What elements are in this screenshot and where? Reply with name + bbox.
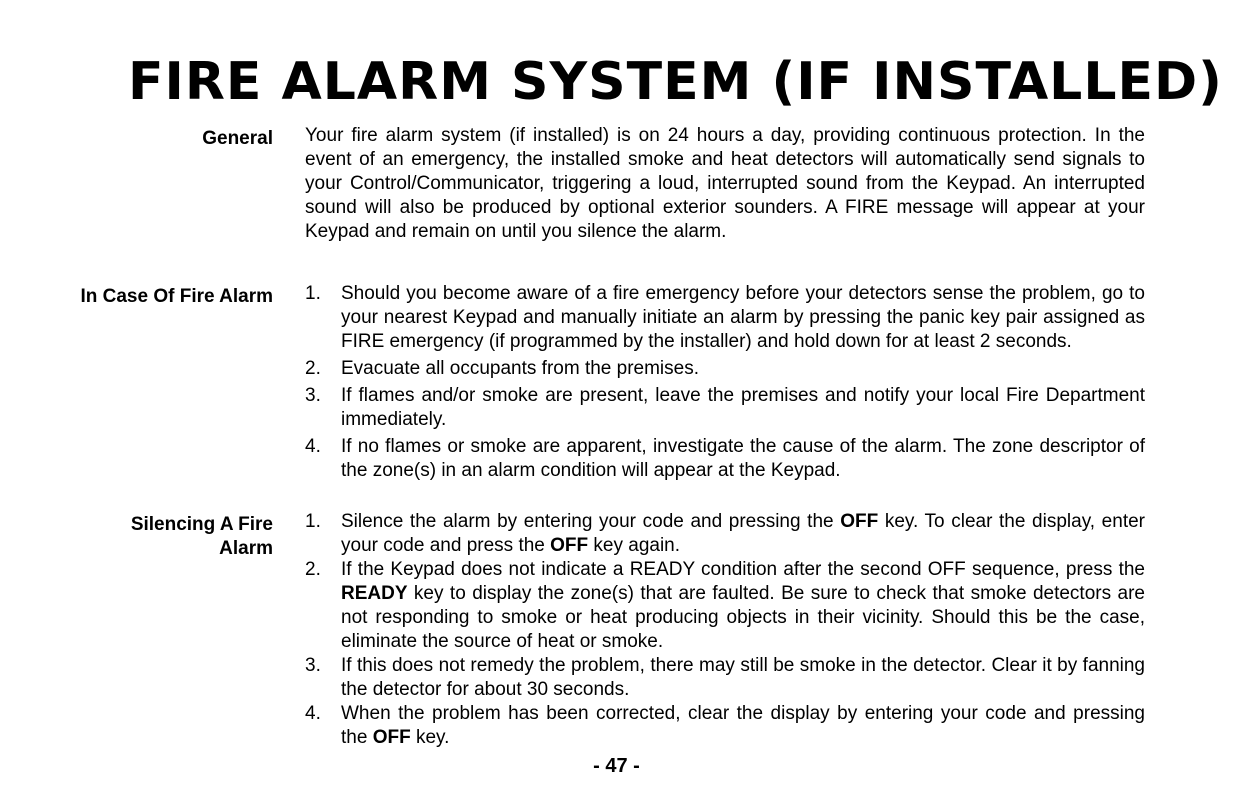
list-number: 4. [305,436,321,457]
list-number: 3. [305,655,321,676]
page-number: - 47 - [593,755,640,777]
list-number: 2. [305,358,321,379]
in-case-list [305,282,1145,483]
page-title: FIRE ALARM SYSTEM (IF INSTALLED) [128,52,1223,112]
list-item [305,510,1145,558]
list-item [305,282,1145,354]
list-number: 2. [305,559,321,580]
list-text: If flames and/or smoke are present, leave the premises and notify your local Fire Department immediately. [341,385,1145,430]
list-item [305,384,1145,432]
list-number: 3. [305,385,321,406]
key-name: OFF [550,535,589,556]
list-text: Evacuate all occupants from the premises. [341,358,700,379]
list-text: Silence the alarm by entering your code and pressing the OFF key. To clear the display, enter your code and press the OFF key again. [341,511,1145,556]
list-item [305,357,1145,381]
section-heading-silencing: Silencing A Fire Alarm [130,514,273,559]
section-heading-general: General [202,128,273,149]
list-item [305,654,1145,702]
list-number: 1. [305,283,321,304]
list-text: If this does not remedy the problem, there may still be smoke in the detector. Clear it by fanning the detector for about 30 seconds. [341,655,1145,700]
list-item [305,702,1145,750]
list-text: When the problem has been corrected, clear the display by entering your code and pressing the OFF key. [341,703,1145,748]
silencing-list [305,510,1145,750]
general-paragraph: Your fire alarm system (if installed) is on 24 hours a day, providing continuous protection. In the event of an emergency, the installed smoke and heat detectors will automatically send signals to your Control/Communicator, triggering a loud, interrupted sound from the Keypad. An interrupted sound will also be produced by optional exterior sounders. A FIRE message will appear at your Keypad and remain on until you silence the alarm. [305,125,1145,242]
list-text: If no flames or smoke are apparent, investigate the cause of the alarm. The zone descriptor of the zone(s) in an alarm condition will appear at the Keypad. [341,436,1145,481]
key-name: OFF [372,727,411,748]
list-item [305,558,1145,654]
list-number: 1. [305,511,321,532]
key-name: READY [341,583,408,604]
list-text: If the Keypad does not indicate a READY condition after the second OFF sequence, press the READY key to display the zone(s) that are faulted. Be sure to check that smoke detectors are not responding to smoke or heat producing objects in their vicinity. Should this be the case, eliminate the source of heat or smoke. [341,559,1145,652]
section-heading-in-case: In Case Of Fire Alarm [80,286,273,307]
list-number: 4. [305,703,321,724]
list-text: Should you become aware of a fire emergency before your detectors sense the problem, go to your nearest Keypad and manually initiate an alarm by pressing the panic key pair assigned as FIRE emergency (if programmed by the installer) and hold down for at least 2 seconds. [341,283,1145,352]
list-item [305,435,1145,483]
key-name: OFF [840,511,879,532]
